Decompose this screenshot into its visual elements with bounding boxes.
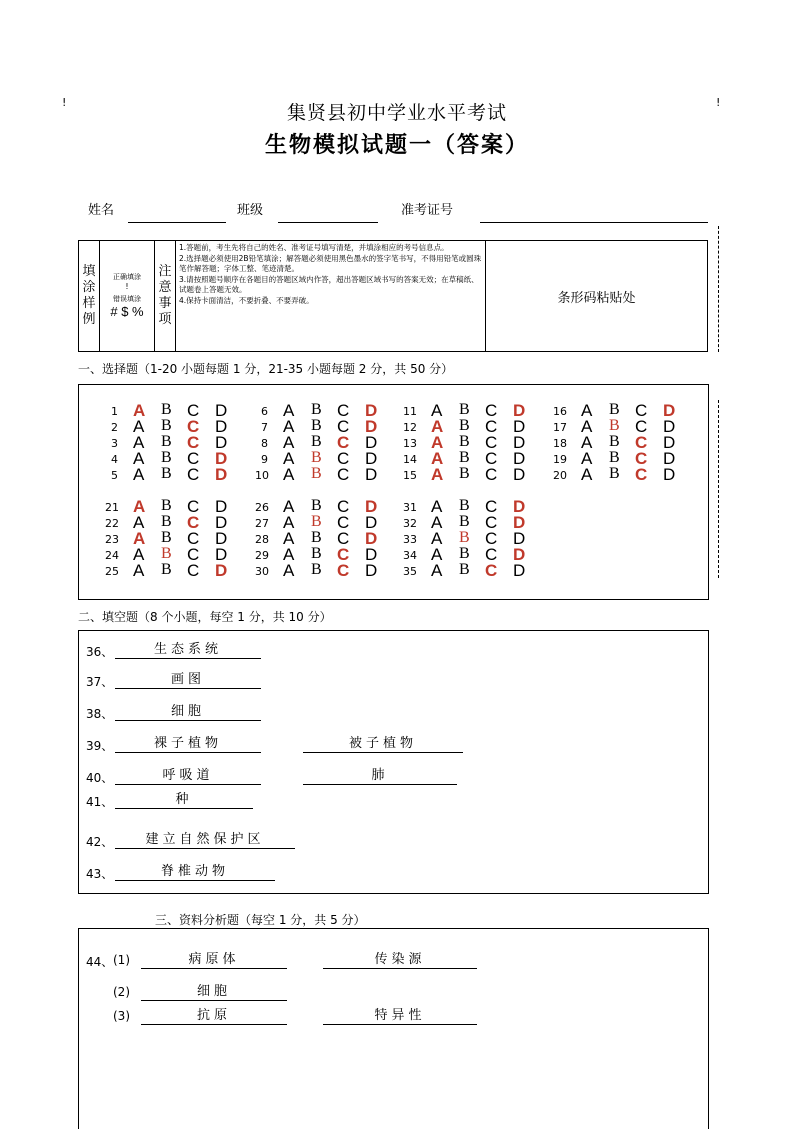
- question-number: 8: [261, 437, 268, 450]
- option-c-bubble[interactable]: C: [337, 545, 350, 564]
- choice-answer-box: [78, 384, 709, 600]
- option-d-bubble[interactable]: D: [513, 497, 526, 516]
- option-d-bubble[interactable]: D: [215, 561, 228, 580]
- fill-question-number: 40、: [86, 771, 114, 785]
- question-number: 25: [105, 565, 119, 578]
- option-b-bubble[interactable]: B: [311, 401, 322, 418]
- option-a-bubble[interactable]: A: [431, 401, 443, 420]
- option-a-bubble[interactable]: A: [431, 433, 444, 452]
- analysis-answer-box: [78, 928, 709, 1129]
- option-b-bubble[interactable]: B: [161, 465, 172, 482]
- option-b-bubble[interactable]: B: [459, 449, 470, 466]
- question-number: 1: [111, 405, 118, 418]
- question-number: 9: [261, 453, 268, 466]
- section-fill-title: 二、填空题（8 个小题，每空 1 分，共 10 分）: [78, 610, 332, 624]
- wrong-fill-label: 错误填涂: [113, 295, 141, 303]
- option-c-bubble[interactable]: C: [485, 497, 498, 516]
- name-field[interactable]: [128, 222, 226, 223]
- option-d-bubble[interactable]: D: [215, 417, 228, 436]
- option-b-bubble[interactable]: B: [161, 433, 172, 450]
- question-number: 20: [553, 469, 567, 482]
- note-2: 2.选择题必须使用2B铅笔填涂；解答题必须使用黑色墨水的签字笔书写，不得用铅笔或圆珠笔作解答题；字体工整、笔迹清楚。: [179, 253, 482, 273]
- option-b-bubble[interactable]: B: [459, 417, 470, 434]
- option-d-bubble[interactable]: D: [513, 529, 526, 548]
- option-a-bubble[interactable]: A: [431, 497, 443, 516]
- exam-id-field[interactable]: [480, 222, 708, 223]
- question-number: 17: [553, 421, 567, 434]
- fill-question-number: 37、: [86, 675, 114, 689]
- option-a-bubble[interactable]: A: [283, 433, 295, 452]
- option-d-bubble[interactable]: D: [365, 529, 378, 548]
- question-number: 15: [403, 469, 417, 482]
- fill-answer[interactable]: 建立自然保护区: [115, 831, 295, 849]
- question-number: 32: [403, 517, 417, 530]
- fill-question-number: 36、: [86, 645, 114, 659]
- option-a-bubble[interactable]: A: [431, 545, 443, 564]
- option-c-bubble[interactable]: C: [485, 545, 498, 564]
- question-number: 18: [553, 437, 567, 450]
- option-c-bubble[interactable]: C: [485, 417, 498, 436]
- option-c-bubble[interactable]: C: [187, 449, 200, 468]
- option-d-bubble[interactable]: D: [215, 465, 228, 484]
- option-d-bubble[interactable]: D: [513, 545, 526, 564]
- option-a-bubble[interactable]: A: [581, 433, 593, 452]
- sub-question-label: (2): [113, 985, 130, 999]
- question-number: 21: [105, 501, 119, 514]
- option-c-bubble[interactable]: C: [635, 417, 648, 436]
- option-c-bubble[interactable]: C: [485, 529, 498, 548]
- fill-answer[interactable]: 种: [115, 791, 253, 809]
- option-d-bubble[interactable]: D: [513, 449, 526, 468]
- cut-line: [718, 400, 719, 578]
- option-d-bubble[interactable]: D: [365, 465, 378, 484]
- option-b-bubble[interactable]: B: [161, 529, 172, 546]
- fill-question-number: 38、: [86, 707, 114, 721]
- sub-question-label: (3): [113, 1009, 130, 1023]
- fill-answer[interactable]: 画图: [115, 671, 261, 689]
- option-b-bubble[interactable]: B: [459, 465, 470, 482]
- option-d-bubble[interactable]: D: [365, 561, 378, 580]
- fill-sample-cell: [79, 241, 100, 352]
- analysis-answer[interactable]: 病原体: [141, 951, 287, 969]
- option-a-bubble[interactable]: A: [581, 449, 593, 468]
- option-b-bubble[interactable]: B: [161, 545, 172, 562]
- fill-answer[interactable]: 裸子植物: [115, 735, 261, 753]
- option-b-bubble[interactable]: B: [311, 513, 322, 530]
- question-number: 3: [111, 437, 118, 450]
- barcode-label: 条形码粘贴处: [557, 290, 636, 306]
- option-c-bubble[interactable]: C: [485, 449, 498, 468]
- option-d-bubble[interactable]: D: [365, 513, 378, 532]
- option-a-bubble[interactable]: A: [133, 497, 146, 516]
- question-number: 5: [111, 469, 118, 482]
- option-c-bubble[interactable]: C: [337, 417, 350, 436]
- analysis-answer[interactable]: 细胞: [141, 983, 287, 1001]
- option-c-bubble[interactable]: C: [485, 465, 498, 484]
- class-label: 班级: [237, 203, 264, 218]
- option-c-bubble[interactable]: C: [187, 545, 200, 564]
- question-number: 16: [553, 405, 567, 418]
- option-c-bubble[interactable]: C: [485, 561, 498, 580]
- question-number: 33: [403, 533, 417, 546]
- question-number: 24: [105, 549, 119, 562]
- question-number: 29: [255, 549, 269, 562]
- option-b-bubble[interactable]: B: [459, 513, 470, 530]
- option-d-bubble[interactable]: D: [663, 433, 676, 452]
- header-table: [78, 240, 708, 352]
- option-d-bubble[interactable]: D: [365, 497, 378, 516]
- option-d-bubble[interactable]: D: [215, 545, 228, 564]
- notice-text: [176, 241, 486, 352]
- option-a-bubble[interactable]: A: [283, 465, 295, 484]
- option-b-bubble[interactable]: B: [161, 401, 172, 418]
- correct-fill-label: 正确填涂: [113, 273, 141, 281]
- option-b-bubble[interactable]: B: [161, 561, 172, 578]
- option-a-bubble[interactable]: A: [431, 465, 444, 484]
- wrong-fill-marks: # $ %: [110, 304, 144, 319]
- margin-mark-left: !: [62, 96, 67, 109]
- option-a-bubble[interactable]: A: [133, 561, 145, 580]
- option-b-bubble[interactable]: B: [459, 529, 470, 546]
- option-a-bubble[interactable]: A: [283, 529, 295, 548]
- option-c-bubble[interactable]: C: [485, 433, 498, 452]
- option-a-bubble[interactable]: A: [133, 433, 145, 452]
- question-number: 34: [403, 549, 417, 562]
- option-a-bubble[interactable]: A: [431, 529, 443, 548]
- cut-line: [718, 226, 719, 352]
- fill-sample-examples: [100, 241, 155, 352]
- option-a-bubble[interactable]: A: [133, 545, 145, 564]
- note-1: 1.答题前，考生先将自己的姓名、准考证号填写清楚，并填涂相应的考号信息点。: [179, 243, 449, 252]
- note-4: 4.保持卡面清洁，不要折叠、不要弄破。: [179, 295, 314, 305]
- option-a-bubble[interactable]: A: [133, 529, 146, 548]
- question-number: 28: [255, 533, 269, 546]
- option-d-bubble[interactable]: D: [513, 433, 526, 452]
- option-b-bubble[interactable]: B: [311, 449, 322, 466]
- question-number: 27: [255, 517, 269, 530]
- option-c-bubble[interactable]: C: [337, 449, 350, 468]
- section-analysis-title: 三、资料分析题（每空 1 分，共 5 分）: [155, 913, 366, 927]
- option-d-bubble[interactable]: D: [365, 417, 378, 436]
- option-c-bubble[interactable]: C: [187, 401, 200, 420]
- option-b-bubble[interactable]: B: [609, 465, 620, 482]
- option-a-bubble[interactable]: A: [283, 561, 295, 580]
- notice-cell: [155, 241, 176, 352]
- option-a-bubble[interactable]: A: [581, 417, 593, 436]
- question-number: 35: [403, 565, 417, 578]
- option-d-bubble[interactable]: D: [215, 497, 228, 516]
- question-number: 2: [111, 421, 118, 434]
- option-d-bubble[interactable]: D: [663, 449, 676, 468]
- option-c-bubble[interactable]: C: [187, 561, 200, 580]
- option-b-bubble[interactable]: B: [609, 449, 620, 466]
- question-number: 10: [255, 469, 269, 482]
- fill-question-number: 41、: [86, 795, 114, 809]
- question-number: 11: [403, 405, 417, 418]
- option-d-bubble[interactable]: D: [365, 433, 378, 452]
- option-a-bubble[interactable]: A: [133, 417, 145, 436]
- option-d-bubble[interactable]: D: [513, 465, 526, 484]
- option-c-bubble[interactable]: C: [187, 433, 200, 452]
- fill-question-number: 42、: [86, 835, 114, 849]
- option-b-bubble[interactable]: B: [311, 561, 322, 578]
- fill-question-number: 43、: [86, 867, 114, 881]
- option-c-bubble[interactable]: C: [337, 497, 350, 516]
- option-b-bubble[interactable]: B: [161, 417, 172, 434]
- question-number: 14: [403, 453, 417, 466]
- option-c-bubble[interactable]: C: [337, 433, 350, 452]
- section-choice-title: 一、选择题（1-20 小题每题 1 分，21-35 小题每题 2 分，共 50 分）: [78, 362, 454, 376]
- question-number: 13: [403, 437, 417, 450]
- option-b-bubble[interactable]: B: [459, 433, 470, 450]
- option-c-bubble[interactable]: C: [635, 465, 648, 484]
- option-c-bubble[interactable]: C: [187, 513, 200, 532]
- option-a-bubble[interactable]: A: [431, 513, 443, 532]
- margin-mark-right: !: [716, 96, 721, 109]
- option-b-bubble[interactable]: B: [161, 449, 172, 466]
- option-b-bubble[interactable]: B: [459, 545, 470, 562]
- fill-answer[interactable]: 细胞: [115, 703, 261, 721]
- question-number: 7: [261, 421, 268, 434]
- notice-label: 注意事项: [158, 264, 172, 327]
- option-b-bubble[interactable]: B: [609, 433, 620, 450]
- option-a-bubble[interactable]: A: [283, 513, 295, 532]
- option-c-bubble[interactable]: C: [187, 465, 200, 484]
- fill-answer[interactable]: 脊椎动物: [115, 863, 275, 881]
- option-a-bubble[interactable]: A: [431, 417, 444, 436]
- option-d-bubble[interactable]: D: [365, 545, 378, 564]
- option-d-bubble[interactable]: D: [215, 529, 228, 548]
- option-b-bubble[interactable]: B: [609, 417, 620, 434]
- analysis-answer[interactable]: 特异性: [323, 1007, 477, 1025]
- option-d-bubble[interactable]: D: [215, 513, 228, 532]
- option-d-bubble[interactable]: D: [513, 401, 526, 420]
- option-d-bubble[interactable]: D: [215, 433, 228, 452]
- option-d-bubble[interactable]: D: [365, 401, 378, 420]
- option-d-bubble[interactable]: D: [215, 449, 228, 468]
- barcode-area: [486, 241, 708, 352]
- exam-title: 集贤县初中学业水平考试: [286, 102, 507, 124]
- question-number: 19: [553, 453, 567, 466]
- option-d-bubble[interactable]: D: [513, 417, 526, 436]
- option-a-bubble[interactable]: A: [283, 497, 295, 516]
- fill-answer-box: [78, 630, 709, 894]
- fill-answer[interactable]: 生态系统: [115, 641, 261, 659]
- analysis-answer[interactable]: 抗原: [141, 1007, 287, 1025]
- option-c-bubble[interactable]: C: [485, 513, 498, 532]
- option-a-bubble[interactable]: A: [581, 465, 593, 484]
- option-a-bubble[interactable]: A: [133, 513, 145, 532]
- option-a-bubble[interactable]: A: [283, 449, 295, 468]
- analysis-question-number: 44、: [86, 955, 114, 969]
- option-c-bubble[interactable]: C: [337, 401, 350, 420]
- option-b-bubble[interactable]: B: [311, 433, 322, 450]
- fill-sample-label: 填涂样例: [82, 264, 96, 327]
- option-b-bubble[interactable]: B: [609, 401, 620, 418]
- question-number: 4: [111, 453, 118, 466]
- option-b-bubble[interactable]: B: [311, 545, 322, 562]
- option-d-bubble[interactable]: D: [215, 401, 228, 420]
- option-b-bubble[interactable]: B: [161, 497, 172, 514]
- option-b-bubble[interactable]: B: [161, 513, 172, 530]
- fill-question-number: 39、: [86, 739, 114, 753]
- option-c-bubble[interactable]: C: [337, 561, 350, 580]
- option-a-bubble[interactable]: A: [431, 561, 443, 580]
- fill-answer[interactable]: 肺: [303, 767, 457, 785]
- paper-title: 生物模拟试题一（答案）: [264, 133, 529, 158]
- fill-answer[interactable]: 被子植物: [303, 735, 463, 753]
- option-b-bubble[interactable]: B: [311, 529, 322, 546]
- option-d-bubble[interactable]: D: [365, 449, 378, 468]
- fill-answer[interactable]: 呼吸道: [115, 767, 261, 785]
- option-d-bubble[interactable]: D: [663, 417, 676, 436]
- option-d-bubble[interactable]: D: [513, 513, 526, 532]
- option-c-bubble[interactable]: C: [337, 529, 350, 548]
- option-c-bubble[interactable]: C: [485, 401, 498, 420]
- question-number: 26: [255, 501, 269, 514]
- option-c-bubble[interactable]: C: [337, 513, 350, 532]
- option-b-bubble[interactable]: B: [311, 497, 322, 514]
- option-c-bubble[interactable]: C: [635, 401, 648, 420]
- question-number: 30: [255, 565, 269, 578]
- option-c-bubble[interactable]: C: [635, 449, 648, 468]
- option-b-bubble[interactable]: B: [459, 561, 470, 578]
- question-number: 22: [105, 517, 119, 530]
- option-b-bubble[interactable]: B: [311, 465, 322, 482]
- question-number: 23: [105, 533, 119, 546]
- option-a-bubble[interactable]: A: [283, 545, 295, 564]
- option-d-bubble[interactable]: D: [663, 465, 676, 484]
- option-d-bubble[interactable]: D: [663, 401, 676, 420]
- correct-fill-mark: !: [125, 282, 129, 291]
- option-b-bubble[interactable]: B: [311, 417, 322, 434]
- option-c-bubble[interactable]: C: [635, 433, 648, 452]
- option-a-bubble[interactable]: A: [431, 449, 444, 468]
- sub-question-label: (1): [113, 953, 130, 967]
- question-number: 12: [403, 421, 417, 434]
- option-a-bubble[interactable]: A: [133, 401, 146, 420]
- option-b-bubble[interactable]: B: [459, 497, 470, 514]
- analysis-answer[interactable]: 传染源: [323, 951, 477, 969]
- question-number: 31: [403, 501, 417, 514]
- exam-id-label: 准考证号: [401, 203, 454, 218]
- question-number: 6: [261, 405, 268, 418]
- option-b-bubble[interactable]: B: [459, 401, 470, 418]
- class-field[interactable]: [278, 222, 378, 223]
- option-c-bubble[interactable]: C: [187, 417, 200, 436]
- option-a-bubble[interactable]: A: [283, 417, 295, 436]
- option-a-bubble[interactable]: A: [283, 401, 295, 420]
- option-a-bubble[interactable]: A: [581, 401, 593, 420]
- option-d-bubble[interactable]: D: [513, 561, 526, 580]
- option-a-bubble[interactable]: A: [133, 465, 145, 484]
- option-c-bubble[interactable]: C: [337, 465, 350, 484]
- option-c-bubble[interactable]: C: [187, 529, 200, 548]
- note-3: 3.请按照题号顺序在各题目的答题区域内作答，超出答题区域书写的答案无效；在草稿纸、试题卷上答题无效。: [179, 274, 479, 294]
- option-c-bubble[interactable]: C: [187, 497, 200, 516]
- name-label: 姓名: [88, 203, 115, 218]
- option-a-bubble[interactable]: A: [133, 449, 145, 468]
